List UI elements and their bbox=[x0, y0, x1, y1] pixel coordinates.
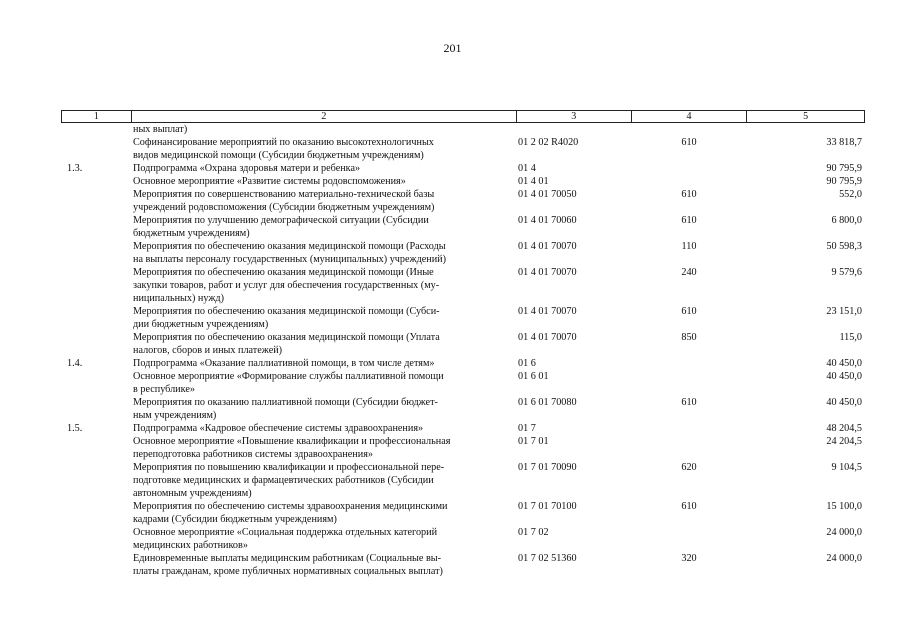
row-name-line: Единовременные выплаты медицинским работникам (Социальные вы- bbox=[133, 553, 442, 564]
row-name bbox=[130, 162, 513, 175]
row-name-line: Основное мероприятие «Развитие системы родовспоможения» bbox=[133, 176, 406, 187]
row-target-code: 01 7 01 70100 bbox=[518, 501, 577, 512]
row-target-code: 01 7 02 51360 bbox=[518, 553, 577, 564]
row-name-line: Мероприятия по обеспечению оказания медицинской помощи (Иные bbox=[133, 267, 434, 278]
row-amount: 9 579,6 bbox=[831, 267, 862, 278]
row-name-line: ных выплат) bbox=[133, 124, 188, 135]
row-expense-type: 610 bbox=[681, 137, 697, 148]
row-amount: 9 104,5 bbox=[831, 462, 862, 473]
row-amount: 115,0 bbox=[839, 332, 862, 343]
row-amount: 24 204,5 bbox=[826, 436, 862, 447]
header-cell-3: 3 bbox=[516, 111, 631, 122]
row-amount: 40 450,0 bbox=[826, 358, 862, 369]
row-name-line: Мероприятия по оказанию паллиативной помощи (Субсидии бюджет- bbox=[133, 397, 438, 408]
row-name-line: кадрами (Субсидии бюджетным учреждениям) bbox=[133, 514, 337, 525]
table-row bbox=[61, 123, 865, 136]
row-number bbox=[61, 214, 130, 240]
table-body bbox=[61, 123, 865, 578]
header-cell-2: 2 bbox=[131, 111, 516, 122]
row-amount: 50 598,3 bbox=[826, 241, 862, 252]
row-name-line: Подпрограмма «Оказание паллиативной помощи, в том числе детям» bbox=[133, 358, 435, 369]
row-name bbox=[130, 526, 513, 552]
row-number bbox=[61, 552, 130, 578]
row-target-code: 01 4 01 70070 bbox=[518, 241, 577, 252]
row-name-line: Мероприятия по обеспечению системы здравоохранения медицинскими bbox=[133, 501, 448, 512]
row-target-code: 01 4 01 70070 bbox=[518, 306, 577, 317]
table-row bbox=[61, 175, 865, 188]
row-expense-type bbox=[631, 422, 747, 435]
page-number: 201 bbox=[443, 41, 462, 55]
row-target-code: 01 6 bbox=[518, 358, 536, 369]
row-amount: 15 100,0 bbox=[826, 501, 862, 512]
row-name-line: ниципальных) нужд) bbox=[133, 293, 224, 304]
row-amount bbox=[747, 123, 865, 136]
row-number bbox=[61, 526, 130, 552]
row-number bbox=[61, 175, 130, 188]
row-amount: 90 795,9 bbox=[826, 163, 862, 174]
row-name bbox=[130, 188, 513, 214]
row-name-line: на выплаты персоналу государственных (муниципальных) учреждений) bbox=[133, 254, 447, 265]
row-target-code: 01 4 01 70070 bbox=[518, 332, 577, 343]
row-name-line: Мероприятия по обеспечению оказания медицинской помощи (Субси- bbox=[133, 306, 440, 317]
row-target-code: 01 7 01 70090 bbox=[518, 462, 577, 473]
row-number bbox=[61, 123, 130, 136]
row-number bbox=[61, 188, 130, 214]
row-number bbox=[61, 136, 130, 162]
row-amount: 33 818,7 bbox=[826, 137, 862, 148]
row-name bbox=[130, 266, 513, 305]
row-name bbox=[130, 175, 513, 188]
row-amount: 24 000,0 bbox=[826, 527, 862, 538]
row-number bbox=[61, 331, 130, 357]
row-name bbox=[130, 552, 513, 578]
table-row bbox=[61, 370, 865, 396]
row-target-code: 01 4 01 70060 bbox=[518, 215, 577, 226]
row-name-line: переподготовка работников системы здравоохранения» bbox=[133, 449, 373, 460]
row-target-code bbox=[513, 123, 631, 136]
row-expense-type: 620 bbox=[681, 462, 697, 473]
table-row bbox=[61, 136, 865, 162]
row-name-line: Мероприятия по совершенствованию материально-технической базы bbox=[133, 189, 435, 200]
row-expense-type: 110 bbox=[681, 241, 697, 252]
table-row bbox=[61, 162, 865, 175]
row-name bbox=[130, 136, 513, 162]
table-row bbox=[61, 396, 865, 422]
row-name-line: учреждений родовспоможения (Субсидии бюджетным учреждениям) bbox=[133, 202, 435, 213]
row-target-code: 01 4 bbox=[518, 163, 536, 174]
row-name-line: видов медицинской помощи (Субсидии бюджетным учреждениям) bbox=[133, 150, 424, 161]
row-name-line: Мероприятия по обеспечению оказания медицинской помощи (Расходы bbox=[133, 241, 446, 252]
header-cell-4: 4 bbox=[631, 111, 747, 122]
row-name bbox=[130, 305, 513, 331]
row-number bbox=[61, 435, 130, 461]
row-name bbox=[130, 396, 513, 422]
row-number: 1.3. bbox=[67, 163, 83, 174]
row-name bbox=[130, 435, 513, 461]
row-number bbox=[61, 266, 130, 305]
row-number bbox=[61, 396, 130, 422]
row-expense-type bbox=[631, 175, 747, 188]
row-name-line: дии бюджетным учреждениям) bbox=[133, 319, 269, 330]
row-expense-type bbox=[631, 370, 747, 396]
table-row bbox=[61, 266, 865, 305]
row-name bbox=[130, 461, 513, 500]
row-expense-type: 850 bbox=[681, 332, 697, 343]
table-row bbox=[61, 305, 865, 331]
row-amount: 90 795,9 bbox=[826, 176, 862, 187]
row-amount: 552,0 bbox=[839, 189, 862, 200]
row-name-line: Софинансирование мероприятий по оказанию высокотехнологичных bbox=[133, 137, 434, 148]
table-row bbox=[61, 188, 865, 214]
row-target-code: 01 6 01 bbox=[518, 371, 549, 382]
row-name-line: налогов, сборов и иных платежей) bbox=[133, 345, 283, 356]
row-name bbox=[130, 214, 513, 240]
table-row bbox=[61, 240, 865, 266]
row-name-line: автономным учреждениям) bbox=[133, 488, 252, 499]
row-target-code: 01 7 02 bbox=[518, 527, 549, 538]
row-expense-type bbox=[631, 357, 747, 370]
row-amount: 24 000,0 bbox=[826, 553, 862, 564]
row-name-line: Основное мероприятие «Социальная поддержка отдельных категорий bbox=[133, 527, 438, 538]
row-name bbox=[130, 331, 513, 357]
row-expense-type: 610 bbox=[681, 215, 697, 226]
row-expense-type: 240 bbox=[681, 267, 697, 278]
header-cell-5: 5 bbox=[746, 111, 864, 122]
row-name-line: Мероприятия по повышению квалификации и профессиональной пере- bbox=[133, 462, 445, 473]
table-row bbox=[61, 461, 865, 500]
row-target-code: 01 7 01 bbox=[518, 436, 549, 447]
row-name-line: Подпрограмма «Кадровое обеспечение системы здравоохранения» bbox=[133, 423, 424, 434]
row-name-line: платы гражданам, кроме публичных нормативных социальных выплат) bbox=[133, 566, 443, 577]
row-amount: 6 800,0 bbox=[831, 215, 862, 226]
table-row bbox=[61, 214, 865, 240]
row-name-line: Основное мероприятие «Повышение квалификации и профессиональная bbox=[133, 436, 451, 447]
row-target-code: 01 4 01 70070 bbox=[518, 267, 577, 278]
row-number bbox=[61, 370, 130, 396]
row-expense-type bbox=[631, 526, 747, 552]
row-number bbox=[61, 500, 130, 526]
row-name-line: Мероприятия по улучшению демографической ситуации (Субсидии bbox=[133, 215, 429, 226]
table-header-row bbox=[61, 110, 865, 123]
row-name-line: Подпрограмма «Охрана здоровья матери и ребенка» bbox=[133, 163, 361, 174]
row-name-line: закупки товаров, работ и услуг для обеспечения государственных (му- bbox=[133, 280, 440, 291]
row-target-code: 01 6 01 70080 bbox=[518, 397, 577, 408]
table-row bbox=[61, 422, 865, 435]
row-number bbox=[61, 461, 130, 500]
row-name-line: ным учреждениям) bbox=[133, 410, 217, 421]
header-cell-1: 1 bbox=[93, 111, 99, 122]
row-name bbox=[130, 357, 513, 370]
row-expense-type: 320 bbox=[681, 553, 697, 564]
row-name bbox=[130, 422, 513, 435]
row-name-line: бюджетным учреждениям) bbox=[133, 228, 250, 239]
table-row bbox=[61, 357, 865, 370]
row-name-line: подготовке медицинских и фармацевтических работников (Субсидии bbox=[133, 475, 434, 486]
row-name bbox=[130, 123, 513, 136]
row-target-code: 01 4 01 bbox=[518, 176, 549, 187]
row-target-code: 01 2 02 R4020 bbox=[518, 137, 579, 148]
row-name-line: Основное мероприятие «Формирование службы паллиативной помощи bbox=[133, 371, 444, 382]
table-row bbox=[61, 526, 865, 552]
row-target-code: 01 7 bbox=[518, 423, 536, 434]
row-expense-type: 610 bbox=[681, 189, 697, 200]
row-name bbox=[130, 500, 513, 526]
row-expense-type bbox=[631, 123, 747, 136]
row-name bbox=[130, 240, 513, 266]
row-amount: 40 450,0 bbox=[826, 397, 862, 408]
row-name-line: в республике» bbox=[133, 384, 195, 395]
row-expense-type: 610 bbox=[681, 306, 697, 317]
row-amount: 40 450,0 bbox=[826, 371, 862, 382]
row-expense-type: 610 bbox=[681, 397, 697, 408]
row-expense-type bbox=[631, 435, 747, 461]
row-number bbox=[61, 305, 130, 331]
row-expense-type: 610 bbox=[681, 501, 697, 512]
row-amount: 23 151,0 bbox=[826, 306, 862, 317]
row-target-code: 01 4 01 70050 bbox=[518, 189, 577, 200]
table-row bbox=[61, 552, 865, 578]
table-row bbox=[61, 435, 865, 461]
row-number bbox=[61, 240, 130, 266]
row-name-line: медицинских работников» bbox=[133, 540, 248, 551]
table-row bbox=[61, 331, 865, 357]
row-expense-type bbox=[631, 162, 747, 175]
row-amount: 48 204,5 bbox=[826, 423, 862, 434]
row-name-line: Мероприятия по обеспечению оказания медицинской помощи (Уплата bbox=[133, 332, 440, 343]
table-row bbox=[61, 500, 865, 526]
row-number: 1.4. bbox=[67, 358, 83, 369]
row-name bbox=[130, 370, 513, 396]
budget-table bbox=[61, 110, 865, 578]
row-number: 1.5. bbox=[67, 423, 83, 434]
